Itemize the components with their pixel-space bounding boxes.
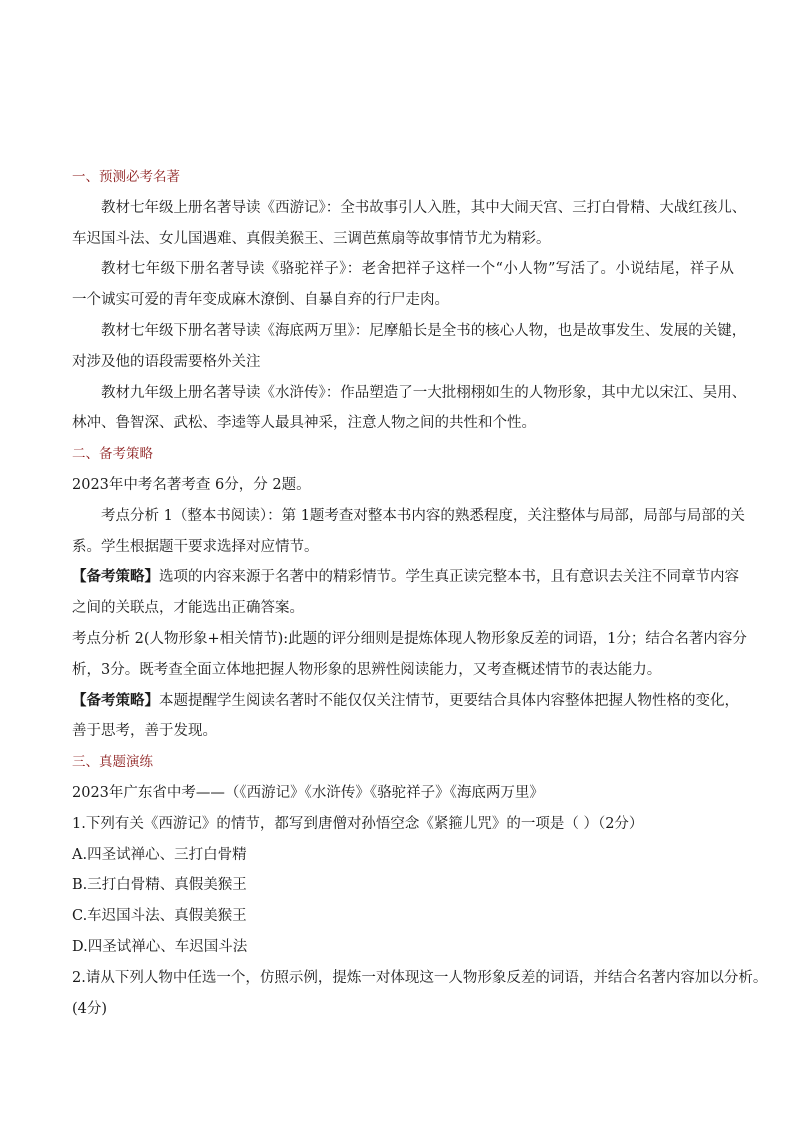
question-1-stem: 1.下列有关《西游记》的情节，都写到唐僧对孙悟空念《紧箍儿咒》的一项是（ ）（2分） bbox=[72, 815, 644, 832]
analysis-1-line-2: 系。学生根据题干要求选择对应情节。 bbox=[72, 538, 319, 555]
document-page bbox=[72, 162, 768, 1024]
analysis-2-line-2: 析，3分。既考查全面立体地把握人物形象的思辨性阅读能力，又考查概述情节的表达能力。 bbox=[72, 661, 662, 678]
question-1-option-b: B.三打白骨精、真假美猴王 bbox=[72, 877, 247, 894]
analysis-2-line-1: 考点分析 2(人物形象+相关情节):此题的评分细则是提炼体现人物形象反差的词语，1分；结合名著内容分 bbox=[72, 630, 747, 647]
exam-overview: 2023年中考名著考查 6分，分 2题。 bbox=[72, 476, 311, 493]
strategy-2-line-2: 善于思考，善于发现。 bbox=[72, 723, 217, 740]
strategy-1-text: 选项的内容来源于名著中的精彩情节。学生真正读完整本书，且有意识去关注不同章节内容 bbox=[159, 569, 739, 586]
paragraph-haidi-line-2: 对涉及他的语段需要格外关注 bbox=[72, 353, 261, 370]
paragraph-luotuo-line-2: 一个诚实可爱的青年变成麻木潦倒、自暴自弃的行尸走肉。 bbox=[72, 292, 449, 309]
strategy-label: 【备考策略】 bbox=[72, 568, 159, 586]
paragraph-shuihu-line-2: 林冲、鲁智深、武松、李逵等人最具神采，注意人物之间的共性和个性。 bbox=[72, 415, 536, 432]
strategy-1-line-2: 之间的关联点，才能选出正确答案。 bbox=[72, 600, 304, 617]
section-heading-2: 二、备考策略 bbox=[72, 446, 153, 463]
paragraph-xiyouji-line-2: 车迟国斗法、女儿国遇难、真假美猴王、三调芭蕉扇等故事情节尤为精彩。 bbox=[72, 230, 551, 247]
question-2-line-2: (4分) bbox=[72, 1000, 108, 1017]
question-2-line-1: 2.请从下列人物中任选一个，仿照示例，提炼一对体现这一人物形象反差的词语，并结合名著内容加以分析。 bbox=[72, 969, 768, 986]
paragraph-haidi-line-1: 教材七年级下册名著导读《海底两万里》：尼摩船长是全书的核心人物，也是故事发生、发展的关键， bbox=[101, 322, 747, 339]
strategy-2-text: 本题提醒学生阅读名著时不能仅仅关注情节，更要结合具体内容整体把握人物性格的变化， bbox=[159, 692, 739, 709]
strategy-label: 【备考策略】 bbox=[72, 691, 159, 709]
analysis-1-line-1: 考点分析 1（整本书阅读）：第 1题考查对整本书内容的熟悉程度，关注整体与局部，局部与局部的关 bbox=[101, 507, 745, 524]
question-1-option-d: D.四圣试禅心、车迟国斗法 bbox=[72, 938, 248, 955]
strategy-2-line-1 bbox=[72, 686, 739, 717]
paragraph-luotuo-line-1: 教材七年级下册名著导读《骆驼祥子》：老舍把祥子这样一个“小人物”写活了。小说结尾，祥子从 bbox=[101, 261, 734, 278]
question-1-option-c: C.车迟国斗法、真假美猴王 bbox=[72, 908, 247, 925]
paragraph-xiyouji-line-1: 教材七年级上册名著导读《西游记》：全书故事引人入胜，其中大闹天宫、三打白骨精、大战红孩儿、 bbox=[101, 199, 747, 216]
strategy-1-line-1 bbox=[72, 562, 739, 593]
question-1-option-a: A.四圣试禅心、三打白骨精 bbox=[72, 846, 247, 863]
section-heading-1: 一、预测必考名著 bbox=[72, 169, 180, 185]
exam-source: 2023年广东省中考——（《西游记》《水浒传》《骆驼祥子》《海底两万里》 bbox=[72, 784, 544, 801]
paragraph-shuihu-line-1: 教材九年级上册名著导读《水浒传》：作品塑造了一大批栩栩如生的人物形象，其中尤以宋江、吴用、 bbox=[101, 384, 747, 401]
section-heading-3: 三、真题演练 bbox=[72, 754, 153, 771]
